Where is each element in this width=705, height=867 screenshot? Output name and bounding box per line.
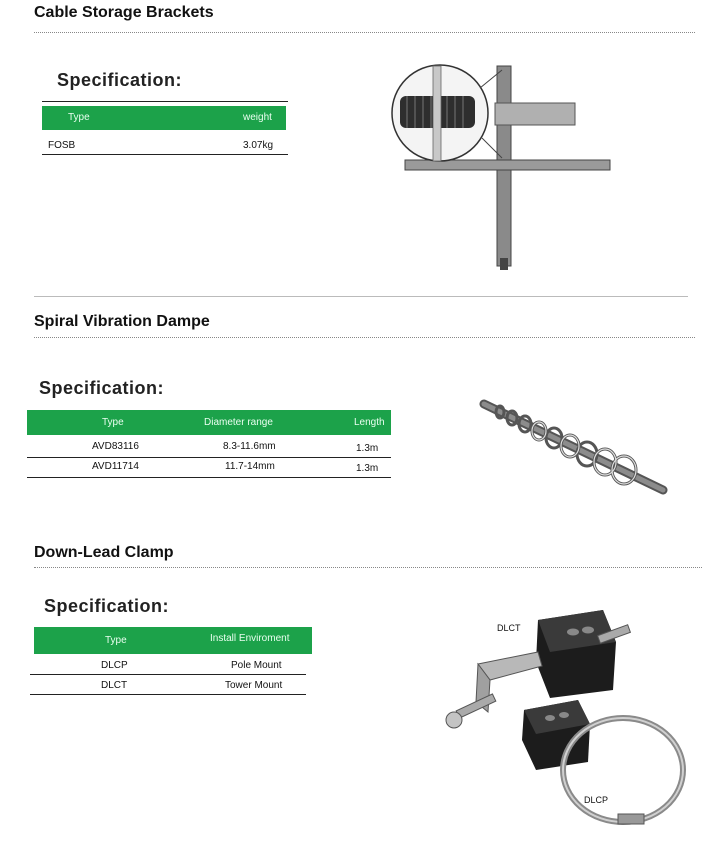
down-lead-clamp-image: [438, 602, 688, 827]
table-cell: 1.3m: [356, 443, 379, 454]
header-weight: weight: [243, 112, 272, 123]
spec-heading: Specification:: [44, 596, 170, 616]
section-divider: [34, 567, 702, 568]
table-cell: DLCP: [101, 660, 128, 671]
header-length: Length: [354, 417, 385, 428]
header-type: Type: [102, 417, 124, 428]
spiral-damper-image: [478, 398, 678, 503]
header-type: Type: [68, 112, 90, 123]
image-label-dlct: DLCT: [497, 623, 521, 633]
header-diameter: Diameter range: [204, 417, 273, 428]
table-cell: AVD83116: [92, 441, 139, 452]
header-install-environment: Install Enviroment: [210, 633, 290, 644]
section-title-down-lead-clamp: Down-Lead Clamp: [34, 544, 174, 561]
header-type: Type: [105, 635, 127, 646]
table-cell: 3.07kg: [243, 140, 274, 151]
table-cell: DLCT: [101, 680, 128, 691]
spec-heading: Specification:: [39, 378, 165, 398]
table-cell: Pole Mount: [231, 660, 282, 671]
table-cell: 11.7-14mm: [225, 461, 275, 472]
image-label-dlcp: DLCP: [584, 795, 609, 805]
section-separator: [34, 296, 688, 297]
table-cell: 8.3-11.6mm: [223, 441, 276, 452]
cable-storage-bracket-image: [385, 48, 625, 273]
section-title-spiral-damper: Spiral Vibration Dampe: [34, 313, 210, 330]
table-cell: Tower Mount: [225, 680, 283, 691]
spec-heading: Specification:: [57, 70, 183, 90]
section-title-cable-storage: Cable Storage Brackets: [34, 4, 214, 21]
section-divider: [34, 337, 695, 338]
table-cell: 1.3m: [356, 463, 379, 474]
section-divider: [34, 32, 695, 33]
table-cell: AVD11714: [92, 461, 139, 472]
table-cell: FOSB: [48, 140, 76, 151]
